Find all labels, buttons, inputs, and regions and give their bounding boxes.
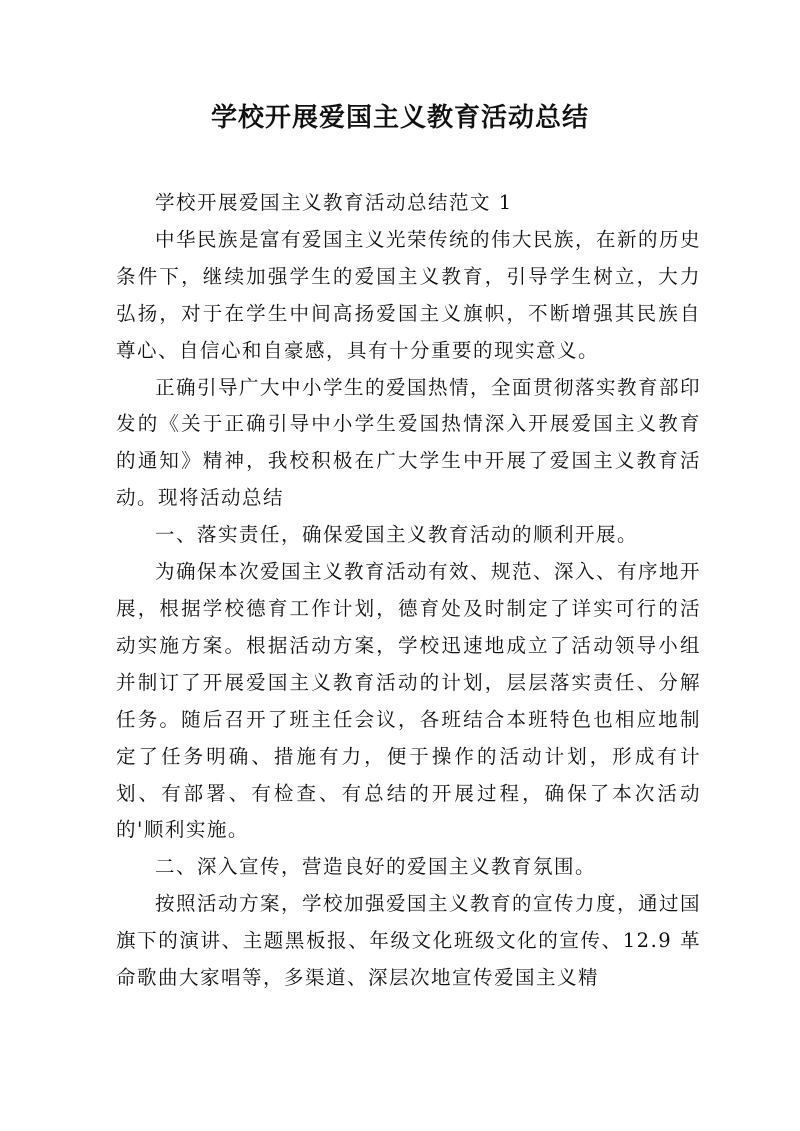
document-title: 学校开展爱国主义教育活动总结 (210, 103, 589, 133)
document-body (116, 185, 701, 997)
paragraph-intro: 中华民族是富有爱国主义光荣传统的伟大民族，在新的历史条件下，继续加强学生的爱国主义教育，引导学生树立，大力弘扬，对于在学生中间高扬爱国主义旗帜，不断增强其民族自尊心、自信心和自豪感，具有十分重要的现实意义。 (116, 227, 702, 362)
paragraph-responsibility: 为确保本次爱国主义教育活动有效、规范、深入、有序地开展，根据学校德育工作计划，德育处及时制定了详实可行的活动实施方案。根据活动方案，学校迅速地成立了活动领导小组并制订了开展爱国主义教育活动的计划，层层落实责任、分解任务。随后召开了班主任会议，各班结合本班特色也相应地制定了任务明确、措施有力，便于操作的活动计划，形成有计划、有部署、有检查、有总结的开展过程，确保了本次活动的'顺利实施。 (116, 560, 702, 842)
section-heading-2: 二、深入宣传，营造良好的爱国主义教育氛围。 (155, 855, 597, 879)
paragraph-subtitle: 学校开展爱国主义教育活动总结范文 1 (155, 191, 513, 214)
paragraph-guidance: 正确引导广大中小学生的爱国热情，全面贯彻落实教育部印发的《关于正确引导中小学生爱国热情深入开展爱国主义教育的通知》精神，我校积极在广大学生中开展了爱国主义教育活动。现将活动总结 (116, 375, 702, 510)
paragraph-publicity: 按照活动方案，学校加强爱国主义教育的宣传力度，通过国旗下的演讲、主题黑板报、年级文化班级文化的宣传、12.9 革命歌曲大家唱等，多渠道、深层次地宣传爱国主义精 (116, 892, 702, 990)
section-heading-1: 一、落实责任，确保爱国主义教育活动的顺利开展。 (155, 523, 639, 547)
